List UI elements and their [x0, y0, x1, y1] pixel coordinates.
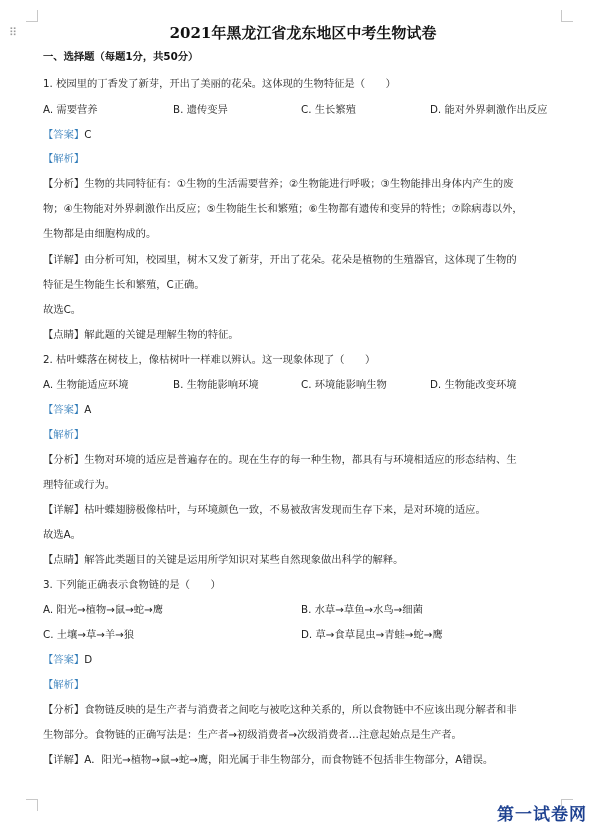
document-title: 2021年黑龙江省龙东地区中考生物试卷 [169, 24, 437, 42]
answer-tag: 【答案】 [43, 129, 85, 141]
question-1-fenxi-line-2: 物；④生物能对外界刺激作出反应；⑤生物能生长和繁殖；⑥生物都有遗传和变异的特性；⑦除病毒以外， [43, 203, 523, 215]
question-3-option-d: D. 草→食草昆虫→青蛙→蛇→鹰 [301, 629, 443, 641]
document-content [43, 22, 563, 766]
question-3-answer: 【答案】D [43, 654, 93, 666]
question-3-analysis-tag: 【解析】 [43, 679, 85, 691]
question-3-xiangjie: 【详解】A．阳光→植物→鼠→蛇→鹰，阳光属于非生物部分，而食物链不包括非生物部分，A错误。 [43, 754, 494, 766]
question-1-xiangjie-line-2: 特征是生物能生长和繁殖，C正确。 [43, 279, 205, 291]
question-2-answer: 【答案】A [43, 404, 92, 416]
question-2-fenxi-line-1: 【分析】生物对环境的适应是普遍存在的。现在生存的每一种生物，都具有与环境相适应的形态结构、生 [43, 454, 517, 466]
crop-mark-bottom-left [26, 799, 38, 811]
question-2-fenxi-line-2: 理特征或行为。 [43, 479, 116, 491]
question-3-option-b: B. 水草→草鱼→水鸟→细菌 [301, 604, 423, 616]
question-1-analysis-tag: 【解析】 [43, 153, 85, 165]
question-3-fenxi-line-2: 生物部分。食物链的正确写法是：生产者→初级消费者→次级消费者…注意起始点是生产者。 [43, 729, 462, 741]
question-2-option-a: A. 生物能适应环境 [43, 379, 129, 391]
question-2-option-d: D. 生物能改变环境 [430, 379, 517, 391]
question-3-stem: 3. 下列能正确表示食物链的是（ ） [43, 579, 221, 591]
question-1-option-b: B. 遗传变异 [173, 104, 228, 116]
question-3-option-a: A. 阳光→植物→鼠→蛇→鹰 [43, 604, 163, 616]
question-2-option-b: B. 生物能影响环境 [173, 379, 259, 391]
question-1-stem: 1. 校园里的丁香发了新芽，开出了美丽的花朵。这体现的生物特征是（ ） [43, 78, 396, 90]
question-2-stem: 2. 枯叶蝶落在树枝上，像枯树叶一样难以辨认。这一现象体现了（ ） [43, 354, 376, 366]
drag-handle-icon[interactable]: ⠿ [9, 26, 18, 39]
question-1-option-c: C. 生长繁殖 [301, 104, 356, 116]
question-2-option-c: C. 环境能影响生物 [301, 379, 387, 391]
question-1-choose: 故选C。 [43, 304, 82, 316]
question-3-option-c: C. 土壤→草→羊→狼 [43, 629, 135, 641]
site-logo: 第一试卷网 [497, 805, 587, 825]
question-1-xiangjie-line-1: 【详解】由分析可知，校园里，树木又发了新芽，开出了花朵。花朵是植物的生殖器官，这体现了生物的 [43, 254, 517, 266]
section-heading: 一、选择题（每题1分，共50分） [43, 51, 199, 63]
question-2-dianjing: 【点睛】解答此类题目的关键是运用所学知识对某些自然现象做出科学的解释。 [43, 554, 404, 566]
crop-mark-top-left [26, 10, 38, 22]
question-1-answer: 【答案】C [43, 129, 92, 141]
crop-mark-top-right [561, 10, 573, 22]
question-1-dianjing: 【点睛】解此题的关键是理解生物的特征。 [43, 329, 239, 341]
question-2-analysis-tag: 【解析】 [43, 429, 85, 441]
question-2-xiangjie: 【详解】枯叶蝶翅膀极像枯叶，与环境颜色一致，不易被敌害发现而生存下来，是对环境的适应。 [43, 504, 486, 516]
question-1-fenxi-line-3: 生物都是由细胞构成的。 [43, 228, 157, 240]
question-3-fenxi-line-1: 【分析】食物链反映的是生产者与消费者之间吃与被吃这种关系的，所以食物链中不应该出现分解者和非 [43, 704, 517, 716]
question-1-fenxi-line-1: 【分析】生物的共同特征有：①生物的生活需要营养；②生物能进行呼吸；③生物能排出身体内产生的废 [43, 178, 514, 190]
question-1-option-a: A. 需要营养 [43, 104, 98, 116]
question-2-choose: 故选A。 [43, 529, 81, 541]
question-1-option-d: D. 能对外界刺激作出反应 [430, 104, 548, 116]
